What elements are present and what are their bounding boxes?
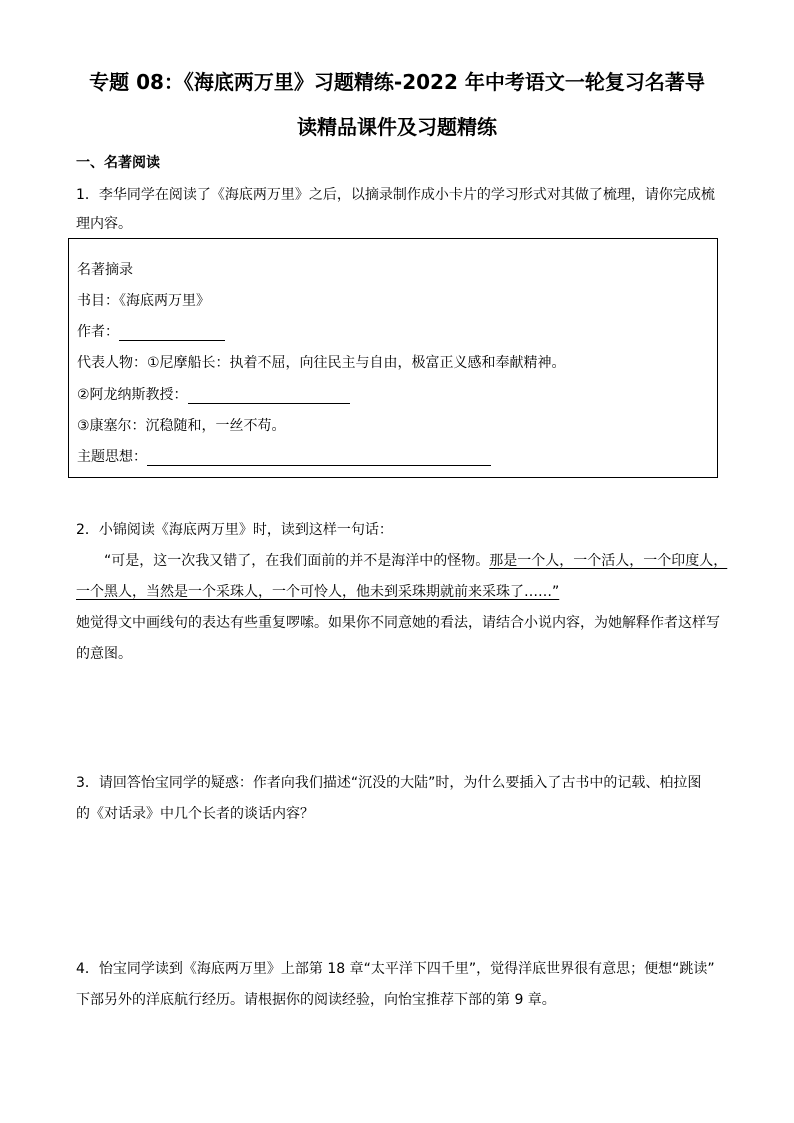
quote-plain-text: “可是，这一次我又错了，在我们面前的并不是海洋中的怪物。 xyxy=(104,553,490,569)
card-conseil: ③康塞尔：沉稳随和，一丝不苟。 xyxy=(77,418,286,434)
card-theme xyxy=(77,446,491,466)
question-2-line-3: 她觉得文中画线句的表达有些重复啰嗦。如果你不同意她的看法，请结合小说内容，为她解释作者这样写 xyxy=(76,615,720,631)
card-author xyxy=(77,321,225,341)
question-4-line-1: 4．怡宝同学读到《海底两万里》上部第 18 章“太平洋下四千里”，觉得洋底世界很有意思；便想“跳读” xyxy=(76,961,715,977)
question-2-line-1: 2．小锦阅读《海底两万里》时，读到这样一句话： xyxy=(76,522,393,538)
question-3-line-2: 的《对话录》中几个长者的谈话内容？ xyxy=(76,806,314,822)
theme-answer-blank[interactable] xyxy=(147,451,491,466)
question-2-quote-line-1 xyxy=(104,550,727,570)
aronnax-label: ②阿龙纳斯教授： xyxy=(77,387,188,403)
excerpt-card xyxy=(68,238,718,478)
card-book: 书目：《海底两万里》 xyxy=(77,293,210,309)
question-2-line-4: 的意图。 xyxy=(76,646,132,662)
quote-underlined-text-2: 一个黑人，当然是一个采珠人，一个可怜人，他未到采珠期就前来采珠了……” xyxy=(76,584,560,600)
author-answer-blank[interactable] xyxy=(119,326,225,341)
question-1-line-2: 理内容。 xyxy=(76,216,132,232)
theme-label: 主题思想： xyxy=(77,449,147,465)
document-title-line-1: 专题 08：《海底两万里》习题精练-2022 年中考语文一轮复习名著导 xyxy=(89,70,705,94)
question-4-line-2: 下部另外的洋底航行经历。请根据你的阅读经验，向怡宝推荐下部的第 9 章。 xyxy=(76,992,556,1008)
card-characters: 代表人物：①尼摩船长：执着不屈，向往民主与自由，极富正义感和奉献精神。 xyxy=(77,355,566,371)
question-1-line-1: 1．李华同学在阅读了《海底两万里》之后，以摘录制作成小卡片的学习形式对其做了梳理，请你完成梳 xyxy=(76,187,715,203)
aronnax-answer-blank[interactable] xyxy=(188,389,350,404)
document-title-line-2: 读精品课件及习题精练 xyxy=(297,115,497,139)
author-label: 作者： xyxy=(77,324,119,340)
quote-underlined-text-1: 那是一个人，一个活人，一个印度人， xyxy=(489,553,728,569)
question-3-line-1: 3．请回答怡宝同学的疑惑：作者向我们描述“沉没的大陆”时，为什么要插入了古书中的记载、柏拉图 xyxy=(76,775,702,791)
section-heading: 一、名著阅读 xyxy=(76,155,160,171)
card-aronnax xyxy=(77,384,350,404)
card-header: 名著摘录 xyxy=(77,262,133,278)
